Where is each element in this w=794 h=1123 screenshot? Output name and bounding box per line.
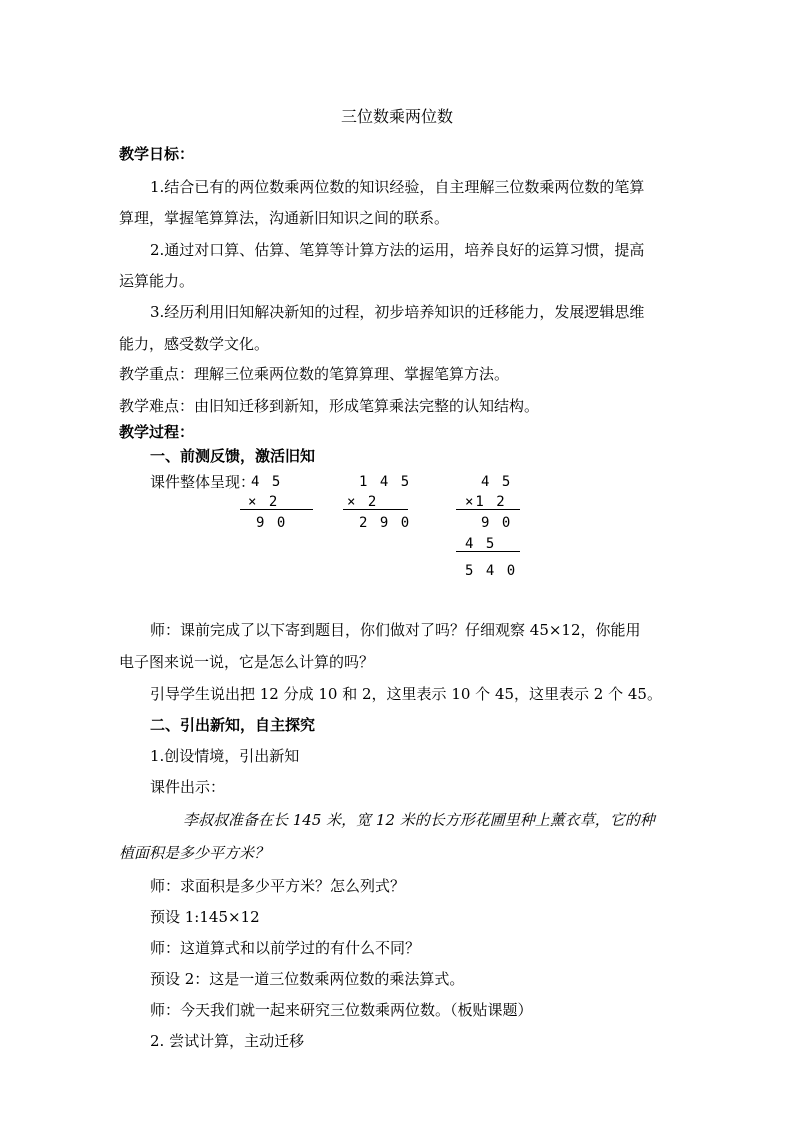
dialogue-line-5: 师：今天我们就一起来研究三位数乘两位数。（板贴课题） [150, 1001, 533, 1019]
process-heading: 教学过程： [119, 423, 195, 441]
goal-2-line-1: 2.通过对口算、估算、笔算等计算方法的运用，培养良好的运算习惯，提高 [150, 241, 645, 259]
calc1-top: 4 5 [251, 474, 283, 490]
calc3-multiplier: ×1 2 [465, 494, 507, 510]
key-point: 教学重点：理解三位乘两位数的笔算算理、掌握笔算方法。 [119, 365, 510, 383]
calc3-result: 5 4 0 [465, 563, 518, 579]
teacher-question-line-2: 电子图来说一说，它是怎么计算的吗？ [119, 653, 375, 671]
calc3-rule-1 [456, 509, 520, 510]
calc2-top: 1 4 5 [359, 474, 412, 490]
page-title: 三位数乘两位数 [340, 107, 453, 126]
courseware-label: 课件整体呈现： [150, 473, 256, 491]
calc1-rule [240, 509, 313, 510]
calc2-multiplier: × 2 [347, 494, 379, 510]
courseware-show: 课件出示： [150, 778, 226, 796]
goal-3-line-2: 能力，感受数学文化。 [119, 335, 270, 353]
calc3-partial-1: 9 0 [481, 515, 513, 531]
dialogue-line-2: 预设 1:145×12 [150, 908, 260, 926]
calc3-rule-2 [456, 551, 520, 552]
dialogue-line-4: 预设 2：这是一道三位数乘两位数的乘法算式。 [150, 970, 465, 988]
calc2-result: 2 9 0 [359, 515, 412, 531]
difficulty: 教学难点：由旧知迁移到新知，形成笔算乘法完整的认知结构。 [119, 397, 540, 415]
subsection-1: 1.创设情境，引出新知 [150, 747, 300, 765]
dialogue-line-3: 师：这道算式和以前学过的有什么不同？ [150, 939, 421, 957]
calc2-rule [343, 509, 408, 510]
calc3-top: 4 5 [481, 474, 513, 490]
goal-3-line-1: 3.经历利用旧知解决新知的过程，初步培养知识的迁移能力，发展逻辑思维 [150, 303, 645, 321]
teacher-question-line-1: 师：课前完成了以下寄到题目，你们做对了吗？仔细观察 45×12，你能用 [150, 621, 641, 639]
subsection-2: 2. 尝试计算，主动迁移 [150, 1032, 305, 1050]
guide-text: 引导学生说出把 12 分成 10 和 2，这里表示 10 个 45，这里表示 2 个 45。 [150, 685, 662, 703]
section1-heading: 一、前测反馈，激活旧知 [150, 447, 316, 465]
section2-heading: 二、引出新知，自主探究 [150, 716, 316, 734]
calc3-partial-2: 4 5 [465, 536, 497, 552]
calc1-result: 9 0 [256, 515, 288, 531]
calc1-multiplier: × 2 [248, 494, 280, 510]
problem-line-2: 植面积是多少平方米？ [119, 844, 270, 862]
goal-1-line-1: 1.结合已有的两位数乘两位数的知识经验，自主理解三位数乘两位数的笔算 [150, 178, 645, 196]
goals-heading: 教学日标： [119, 145, 195, 163]
goal-1-line-2: 算理，掌握笔算算法，沟通新旧知识之间的联系。 [119, 209, 450, 227]
problem-line-1: 李叔叔准备在长 145 米，宽 12 米的长方形花圃里种上薰衣草，它的种 [183, 811, 655, 829]
goal-2-line-2: 运算能力。 [119, 272, 195, 290]
dialogue-line-1: 师：求面积是多少平方米？怎么列式？ [150, 877, 406, 895]
